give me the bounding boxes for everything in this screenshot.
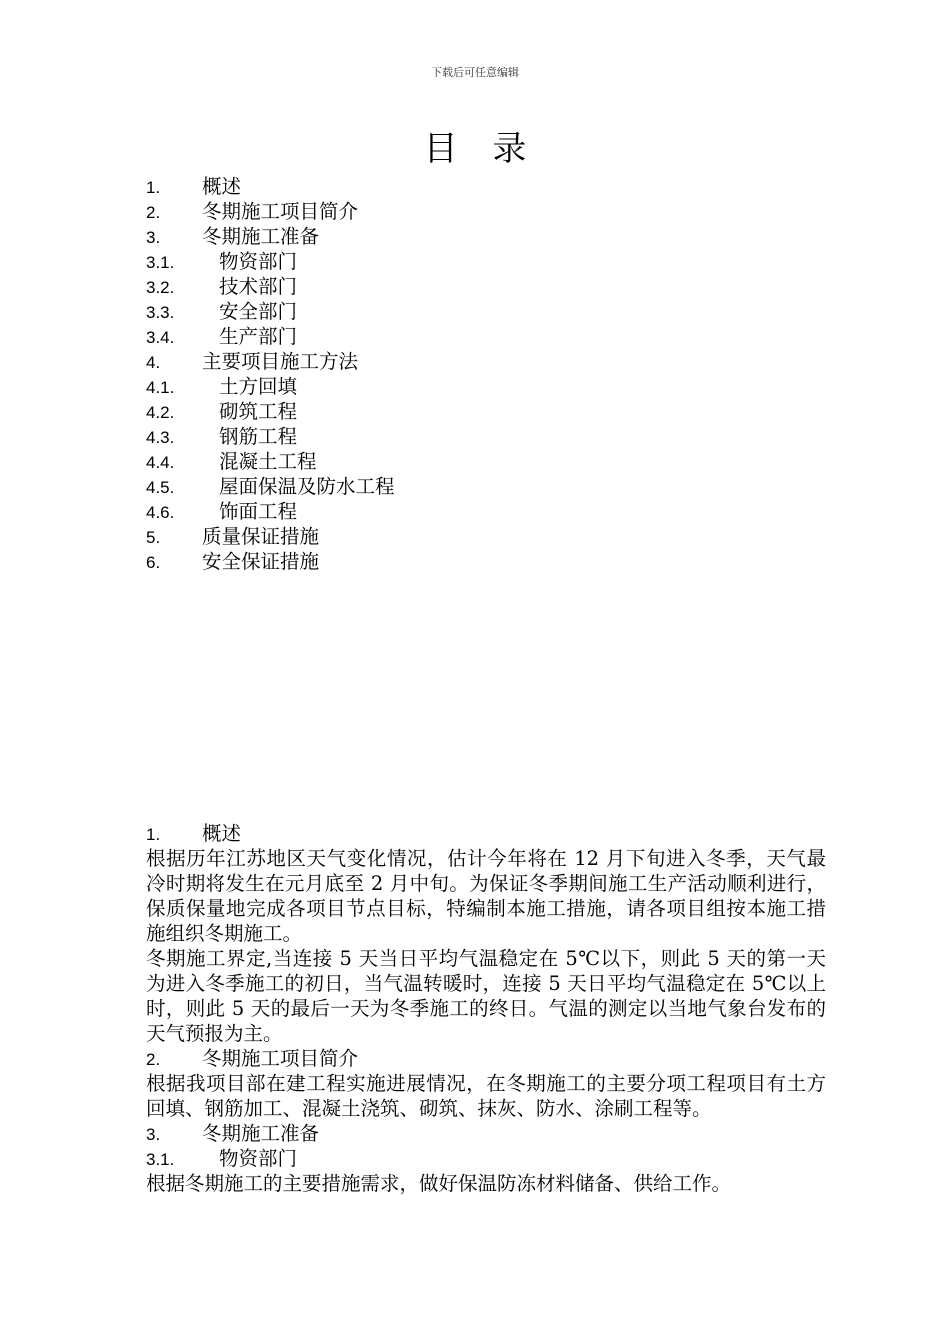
toc-subitem xyxy=(146,274,826,299)
toc-subitem xyxy=(146,424,826,449)
section-heading xyxy=(146,821,826,846)
section-title: 冬期施工准备 xyxy=(202,1122,320,1145)
toc-item-number: 3.1. xyxy=(146,253,175,272)
toc-item-text: 技术部门 xyxy=(219,275,298,298)
toc-item-text: 安全保证措施 xyxy=(202,550,320,573)
toc-item-text: 冬期施工准备 xyxy=(202,225,320,248)
toc-item-number: 2. xyxy=(146,203,161,222)
section-number: 3. xyxy=(146,1125,161,1144)
toc-subitem xyxy=(146,374,826,399)
toc-item-number: 3. xyxy=(146,228,161,247)
table-of-contents xyxy=(146,174,826,574)
toc-subitem xyxy=(146,499,826,524)
toc-item xyxy=(146,199,826,224)
paragraph: 根据冬期施工的主要措施需求，做好保温防冻材料储备、供给工作。 xyxy=(146,1172,732,1195)
toc-item-text: 饰面工程 xyxy=(219,500,298,523)
section-number: 1. xyxy=(146,825,161,844)
toc-item-text: 质量保证措施 xyxy=(202,525,320,548)
toc-item-number: 4.2. xyxy=(146,403,175,422)
toc-item xyxy=(146,524,826,549)
toc-item xyxy=(146,349,826,374)
toc-item-text: 主要项目施工方法 xyxy=(202,350,359,373)
toc-item-text: 概述 xyxy=(202,175,242,198)
toc-item-text: 生产部门 xyxy=(219,325,298,348)
toc-item xyxy=(146,174,826,199)
toc-item-number: 3.2. xyxy=(146,278,175,297)
toc-item-number: 4.1. xyxy=(146,378,175,397)
toc-item-number: 4. xyxy=(146,353,161,372)
paragraph: 根据历年江苏地区天气变化情况，估计今年将在 12 月下旬进入冬季，天气最冷时期将发生在元月底至 2 月中旬。为保证冬季期间施工生产活动顺利进行，保质保量地完成各项目节点目标，特编制本施工措施，请各项目组按本施工措施组织冬期施工。 xyxy=(146,847,826,945)
toc-item-number: 3.3. xyxy=(146,303,175,322)
toc-subitem xyxy=(146,399,826,424)
section-heading xyxy=(146,1046,826,1071)
toc-item-text: 砌筑工程 xyxy=(219,400,298,423)
toc-item-number: 3.4. xyxy=(146,328,175,347)
section-number: 2. xyxy=(146,1050,161,1069)
toc-item-text: 冬期施工项目简介 xyxy=(202,200,359,223)
toc-subitem xyxy=(146,249,826,274)
toc-subitem xyxy=(146,449,826,474)
document-body xyxy=(146,821,826,1196)
toc-item-number: 6. xyxy=(146,553,161,572)
toc-item-number: 4.4. xyxy=(146,453,175,472)
toc-item-number: 4.5. xyxy=(146,478,175,497)
toc-subitem xyxy=(146,474,826,499)
paragraph: 冬期施工界定,当连接 5 天当日平均气温稳定在 5℃以下，则此 5 天的第一天为进入冬季施工的初日，当气温转暖时，连接 5 天日平均气温稳定在 5℃以上时，则此 5 天的最后一天为冬季施工的终日。气温的测定以当地气象台发布的天气预报为主。 xyxy=(146,947,826,1045)
section-number: 3.1. xyxy=(146,1150,175,1169)
toc-item-text: 安全部门 xyxy=(219,300,298,323)
section-title: 物资部门 xyxy=(219,1147,298,1170)
toc-item-text: 混凝土工程 xyxy=(219,450,317,473)
section-heading xyxy=(146,1121,826,1146)
subsection-heading xyxy=(146,1146,826,1171)
section-title: 概述 xyxy=(202,822,242,845)
toc-item-number: 4.3. xyxy=(146,428,175,447)
toc-item-text: 屋面保温及防水工程 xyxy=(219,475,395,498)
toc-item xyxy=(146,549,826,574)
toc-item-number: 5. xyxy=(146,528,161,547)
toc-subitem xyxy=(146,299,826,324)
section-title: 冬期施工项目简介 xyxy=(202,1047,359,1070)
paragraph: 根据我项目部在建工程实施进展情况，在冬期施工的主要分项工程项目有土方回填、钢筋加工、混凝土浇筑、砌筑、抹灰、防水、涂刷工程等。 xyxy=(146,1072,826,1120)
toc-item-text: 钢筋工程 xyxy=(219,425,298,448)
toc-item-number: 4.6. xyxy=(146,503,175,522)
toc-item-number: 1. xyxy=(146,178,161,197)
header-note: 下载后可任意编辑 xyxy=(431,66,519,79)
toc-item xyxy=(146,224,826,249)
toc-item-text: 土方回填 xyxy=(219,375,298,398)
toc-title: 目 录 xyxy=(423,129,539,169)
toc-item-text: 物资部门 xyxy=(219,250,298,273)
toc-subitem xyxy=(146,324,826,349)
